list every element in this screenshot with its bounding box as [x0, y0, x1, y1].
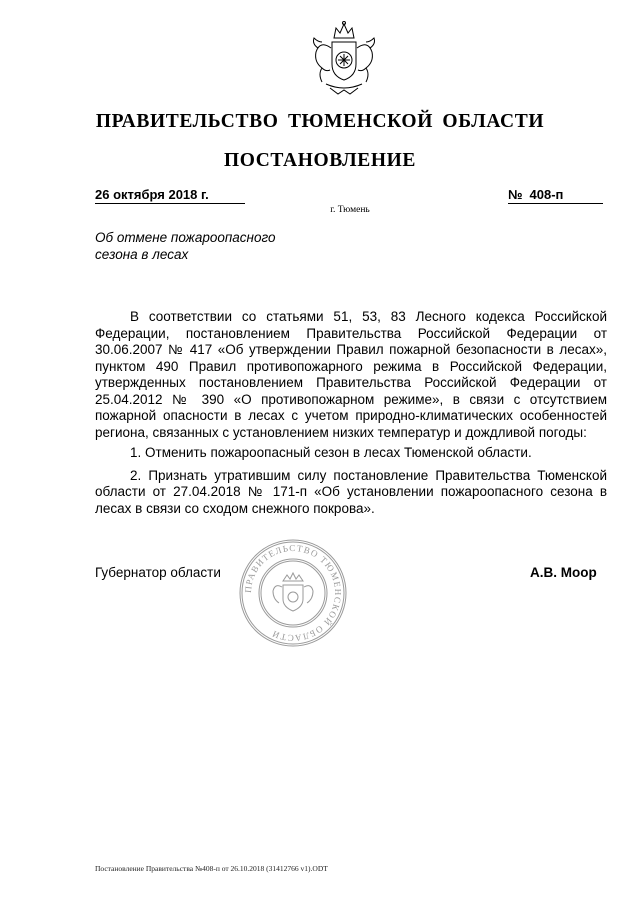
document-body [95, 309, 607, 517]
coat-of-arms-icon [304, 18, 384, 98]
document-subject [95, 230, 335, 263]
signer-role: Губернатор области [95, 565, 221, 580]
number-sign: № [508, 187, 523, 202]
document-date: 26 октября 2018 г. [95, 187, 245, 204]
government-title: ПРАВИТЕЛЬСТВО ТЮМЕНСКОЙ ОБЛАСТИ [95, 111, 545, 132]
item-2-paragraph: 2. Признать утратившим силу постановление Правительства Тюменской области от 27.04.2018 № 171-п «Об установлении пожароопасного сезона в лесах в связи со сходом снежного покрова». [95, 467, 607, 516]
subject-line-1: Об отмене пожароопасного [95, 230, 276, 245]
document-footer: Постановление Правительства №408-п от 26.10.2018 (31412766 v1).ODT [95, 864, 328, 873]
document-city: г. Тюмень [330, 205, 370, 215]
signer-name: А.В. Моор [530, 565, 597, 580]
subject-line-2: сезона в лесах [95, 246, 189, 262]
document-type: ПОСТАНОВЛЕНИЕ [223, 150, 417, 171]
item-1-paragraph: 1. Отменить пожароопасный сезон в лесах Тюменской области. [130, 445, 532, 460]
preamble-paragraph: В соответствии со статьями 51, 53, 83 Лесного кодекса Российской Федерации, постановлением Правительства Российской Федерации от 30.06.2007 № 417 «Об утверждении Правил пожарной безопасности в лесах», пунктом 490 Правил противопожарного режима в Российской Федерации, утвержденных постановлением Правительства Российской Федерации от 25.04.2012 № 390 «О противопожарном режиме», в связи с отсутствием пожарной опасности в лесах с учетом природно-климатических особенностей региона, связанных с установлением низких температур и дождливой погоды: [95, 309, 607, 440]
number-value: 408-п [529, 187, 564, 202]
svg-text:ПРАВИТЕЛЬСТВО ТЮМЕНСКОЙ ОБЛАСТ [243, 543, 343, 643]
document-number [508, 187, 603, 204]
official-seal-icon [237, 537, 349, 649]
seal-text: ПРАВИТЕЛЬСТВО ТЮМЕНСКОЙ ОБЛАСТИ [242, 542, 344, 644]
